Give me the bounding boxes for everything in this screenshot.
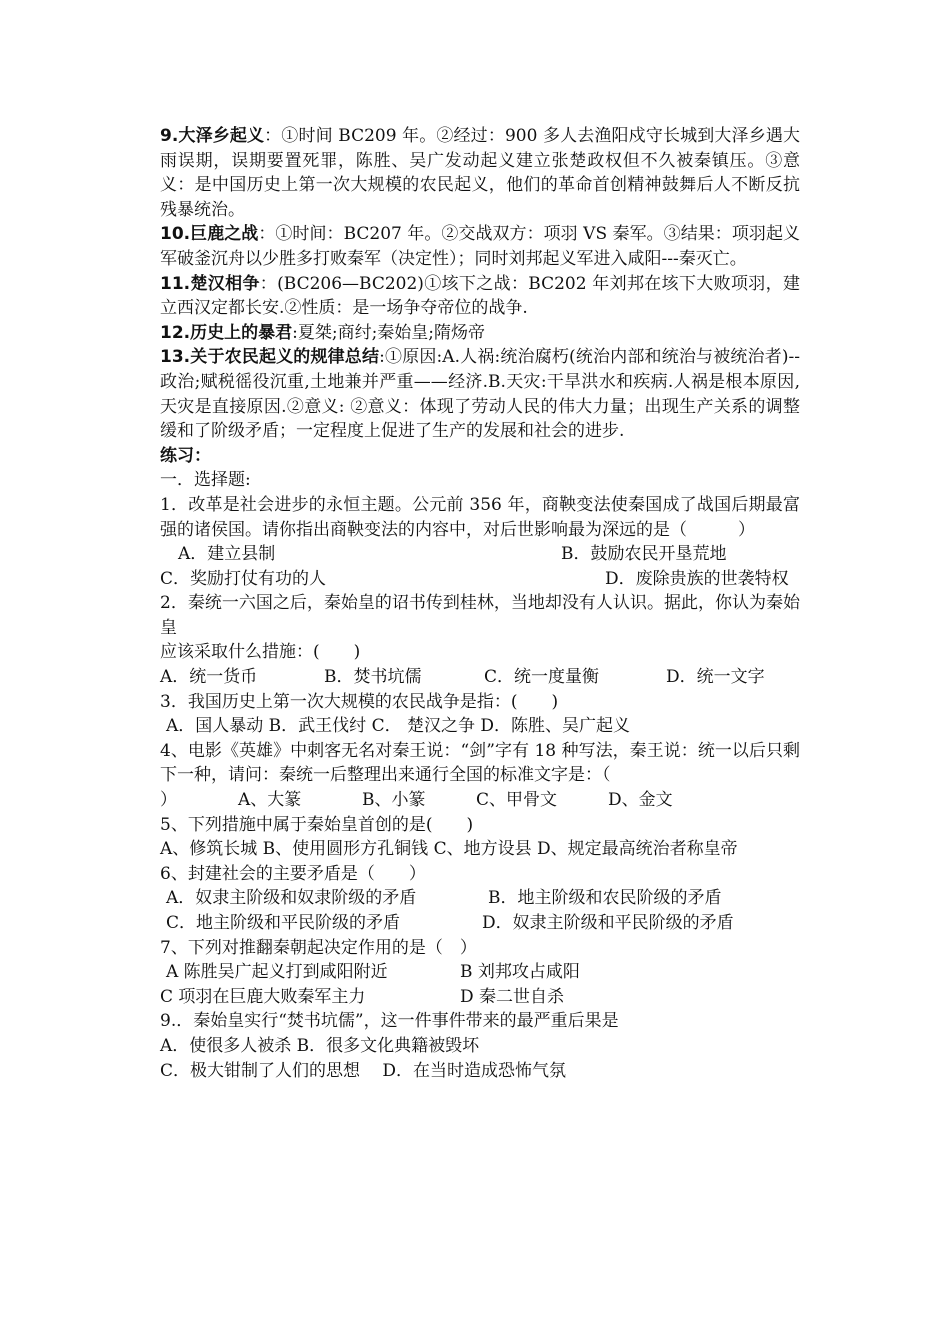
q3-options: A．国人暴动 B．武王伐纣 C． 楚汉之争 D．陈胜、吴广起义 <box>166 716 631 737</box>
q7-option-b: B 刘邦攻占咸阳 <box>460 962 580 983</box>
section-title: 一．选择题: <box>160 470 251 491</box>
note-heading: 12.历史上的暴君 <box>160 322 293 343</box>
q2-options <box>160 665 800 690</box>
q1-options-row-1 <box>160 542 800 567</box>
note-9 <box>160 124 800 222</box>
q5-options: A、修筑长城 B、使用圆形方孔铜钱 C、地方设县 D、规定最高统治者称皇帝 <box>160 839 738 860</box>
q3-stem: 3．我国历史上第一次大规模的农民战争是指：( ) <box>160 691 559 712</box>
q6-option-b: B．地主阶级和农民阶级的矛盾 <box>488 888 722 909</box>
note-11 <box>160 272 800 321</box>
q6-option-d: D．奴隶主阶级和平民阶级的矛盾 <box>482 913 734 933</box>
q2-option-c: C．统一度量衡 <box>484 667 600 688</box>
q9-stem: 9.．秦始皇实行“焚书坑儒”，这一件事件带来的最严重后果是 <box>160 1011 619 1032</box>
q2-option-a: A．统一货币 <box>160 667 258 688</box>
q2-stem-2: 应该采取什么措施：( ) <box>160 642 361 663</box>
note-heading: 10.巨鹿之战 <box>160 224 259 245</box>
q1-option-a: A．建立县制 <box>178 544 276 565</box>
q7-option-a: A 陈胜吴广起义打到咸阳附近 <box>166 962 388 983</box>
q7-stem: 7、下列对推翻秦朝起决定作用的是（ ） <box>160 937 477 958</box>
note-10 <box>160 222 800 271</box>
q9-options-row-1: A．使很多人被杀 B．很多文化典籍被毁坏 <box>160 1035 480 1056</box>
q7-option-c: C 项羽在巨鹿大败秦军主力 <box>160 986 366 1007</box>
exercise-title: 练习： <box>160 445 211 466</box>
q1-option-b: B．鼓励农民开垦荒地 <box>561 544 727 565</box>
q1-option-d: D．废除贵族的世袭特权 <box>605 568 789 589</box>
q4-option-b: B、小篆 <box>362 790 426 811</box>
note-body: ：①时间 BC209 年。②经过：900 多人去渔阳戍守长城到大泽乡遇大雨误期，误期要置死罪，陈胜、吴广发动起义建立张楚政权但不久被秦镇压。③意义：是中国历史上第一次大规模的农民起义，他们的革命首创精神鼓舞后人不断反抗残暴统治。 <box>160 126 800 220</box>
q5-stem: 5、下列措施中属于秦始皇首创的是( ) <box>160 814 474 835</box>
q2-stem-1: 2．秦统一六国之后，秦始皇的诏书传到桂林，当地却没有人认识。据此，你认为秦始皇 <box>160 593 800 638</box>
note-heading: 9.大泽乡起义 <box>160 126 265 146</box>
q7-options-row-2 <box>160 985 800 1010</box>
q4-option-a: A、大篆 <box>238 790 302 811</box>
q6-option-c: C．地主阶级和平民阶级的矛盾 <box>166 913 401 933</box>
q6-option-a: A．奴隶主阶级和奴隶阶级的矛盾 <box>166 888 417 909</box>
note-heading: 11.楚汉相争 <box>160 273 260 294</box>
note-12 <box>160 321 800 346</box>
q6-options-row-1 <box>160 886 800 911</box>
q4-option-c: C、甲骨文 <box>476 790 558 811</box>
q7-options-row-1 <box>160 960 800 985</box>
note-body: ：①时间：BC207 年。②交战双方：项羽 VS 秦军。③结果：项羽起义军破釜沉舟以少胜多打败秦军（决定性）；同时刘邦起义军进入咸阳---秦灭亡。 <box>160 224 800 269</box>
q4-option-d: D、金文 <box>608 790 673 811</box>
q1-option-c: C．奖励打仗有功的人 <box>160 568 327 589</box>
q9-options-row-2: C．极大钳制了人们的思想 D．在当时造成恐怖气氛 <box>160 1060 567 1081</box>
q4-options <box>160 788 800 813</box>
q1-option-d-row <box>160 567 800 592</box>
q4-paren-close: ） <box>160 790 177 811</box>
document-page <box>160 124 800 1083</box>
q2-option-d: D．统一文字 <box>666 667 765 688</box>
q1-stem: 1．改革是社会进步的永恒主题。公元前 356 年，商鞅变法使秦国成了战国后期最富强的诸侯国。请你指出商鞅变法的内容中，对后世影响最为深远的是（ ） <box>160 494 800 540</box>
note-body: ：(BC206—BC202)①垓下之战：BC202 年刘邦在垓下大败项羽，建立西汉定都长安.②性质：是一场争夺帝位的战争. <box>160 273 800 319</box>
q6-stem: 6、封建社会的主要矛盾是（ ） <box>160 863 426 884</box>
note-body: :①原因:A.人祸:统治腐朽(统治内部和统治与被统治者)--政治;赋税徭役沉重,土地兼并严重——经济.B.天灾:干旱洪水和疾病.人祸是根本原因,天灾是直接原因.②意义: ②意义：体现了劳动人民的伟大力量；出现生产关系的调整缓和了阶级矛盾；一定程度上促进了生产的发展和社会的进步. <box>160 347 800 442</box>
note-heading: 13.关于农民起义的规律总结 <box>160 347 380 368</box>
note-13 <box>160 345 800 443</box>
q2-option-b: B．焚书坑儒 <box>324 667 422 688</box>
q6-options-row-2 <box>160 911 800 936</box>
q4-stem: 4、电影《英雄》中刺客无名对秦王说：“剑”字有 18 种写法，秦王说：统一以后只剩下一种，请问：秦统一后整理出来通行全国的标准文字是：（ <box>160 740 800 786</box>
q7-option-d: D 秦二世自杀 <box>460 986 565 1007</box>
note-body: :夏桀;商纣;秦始皇;隋炀帝 <box>292 322 486 343</box>
